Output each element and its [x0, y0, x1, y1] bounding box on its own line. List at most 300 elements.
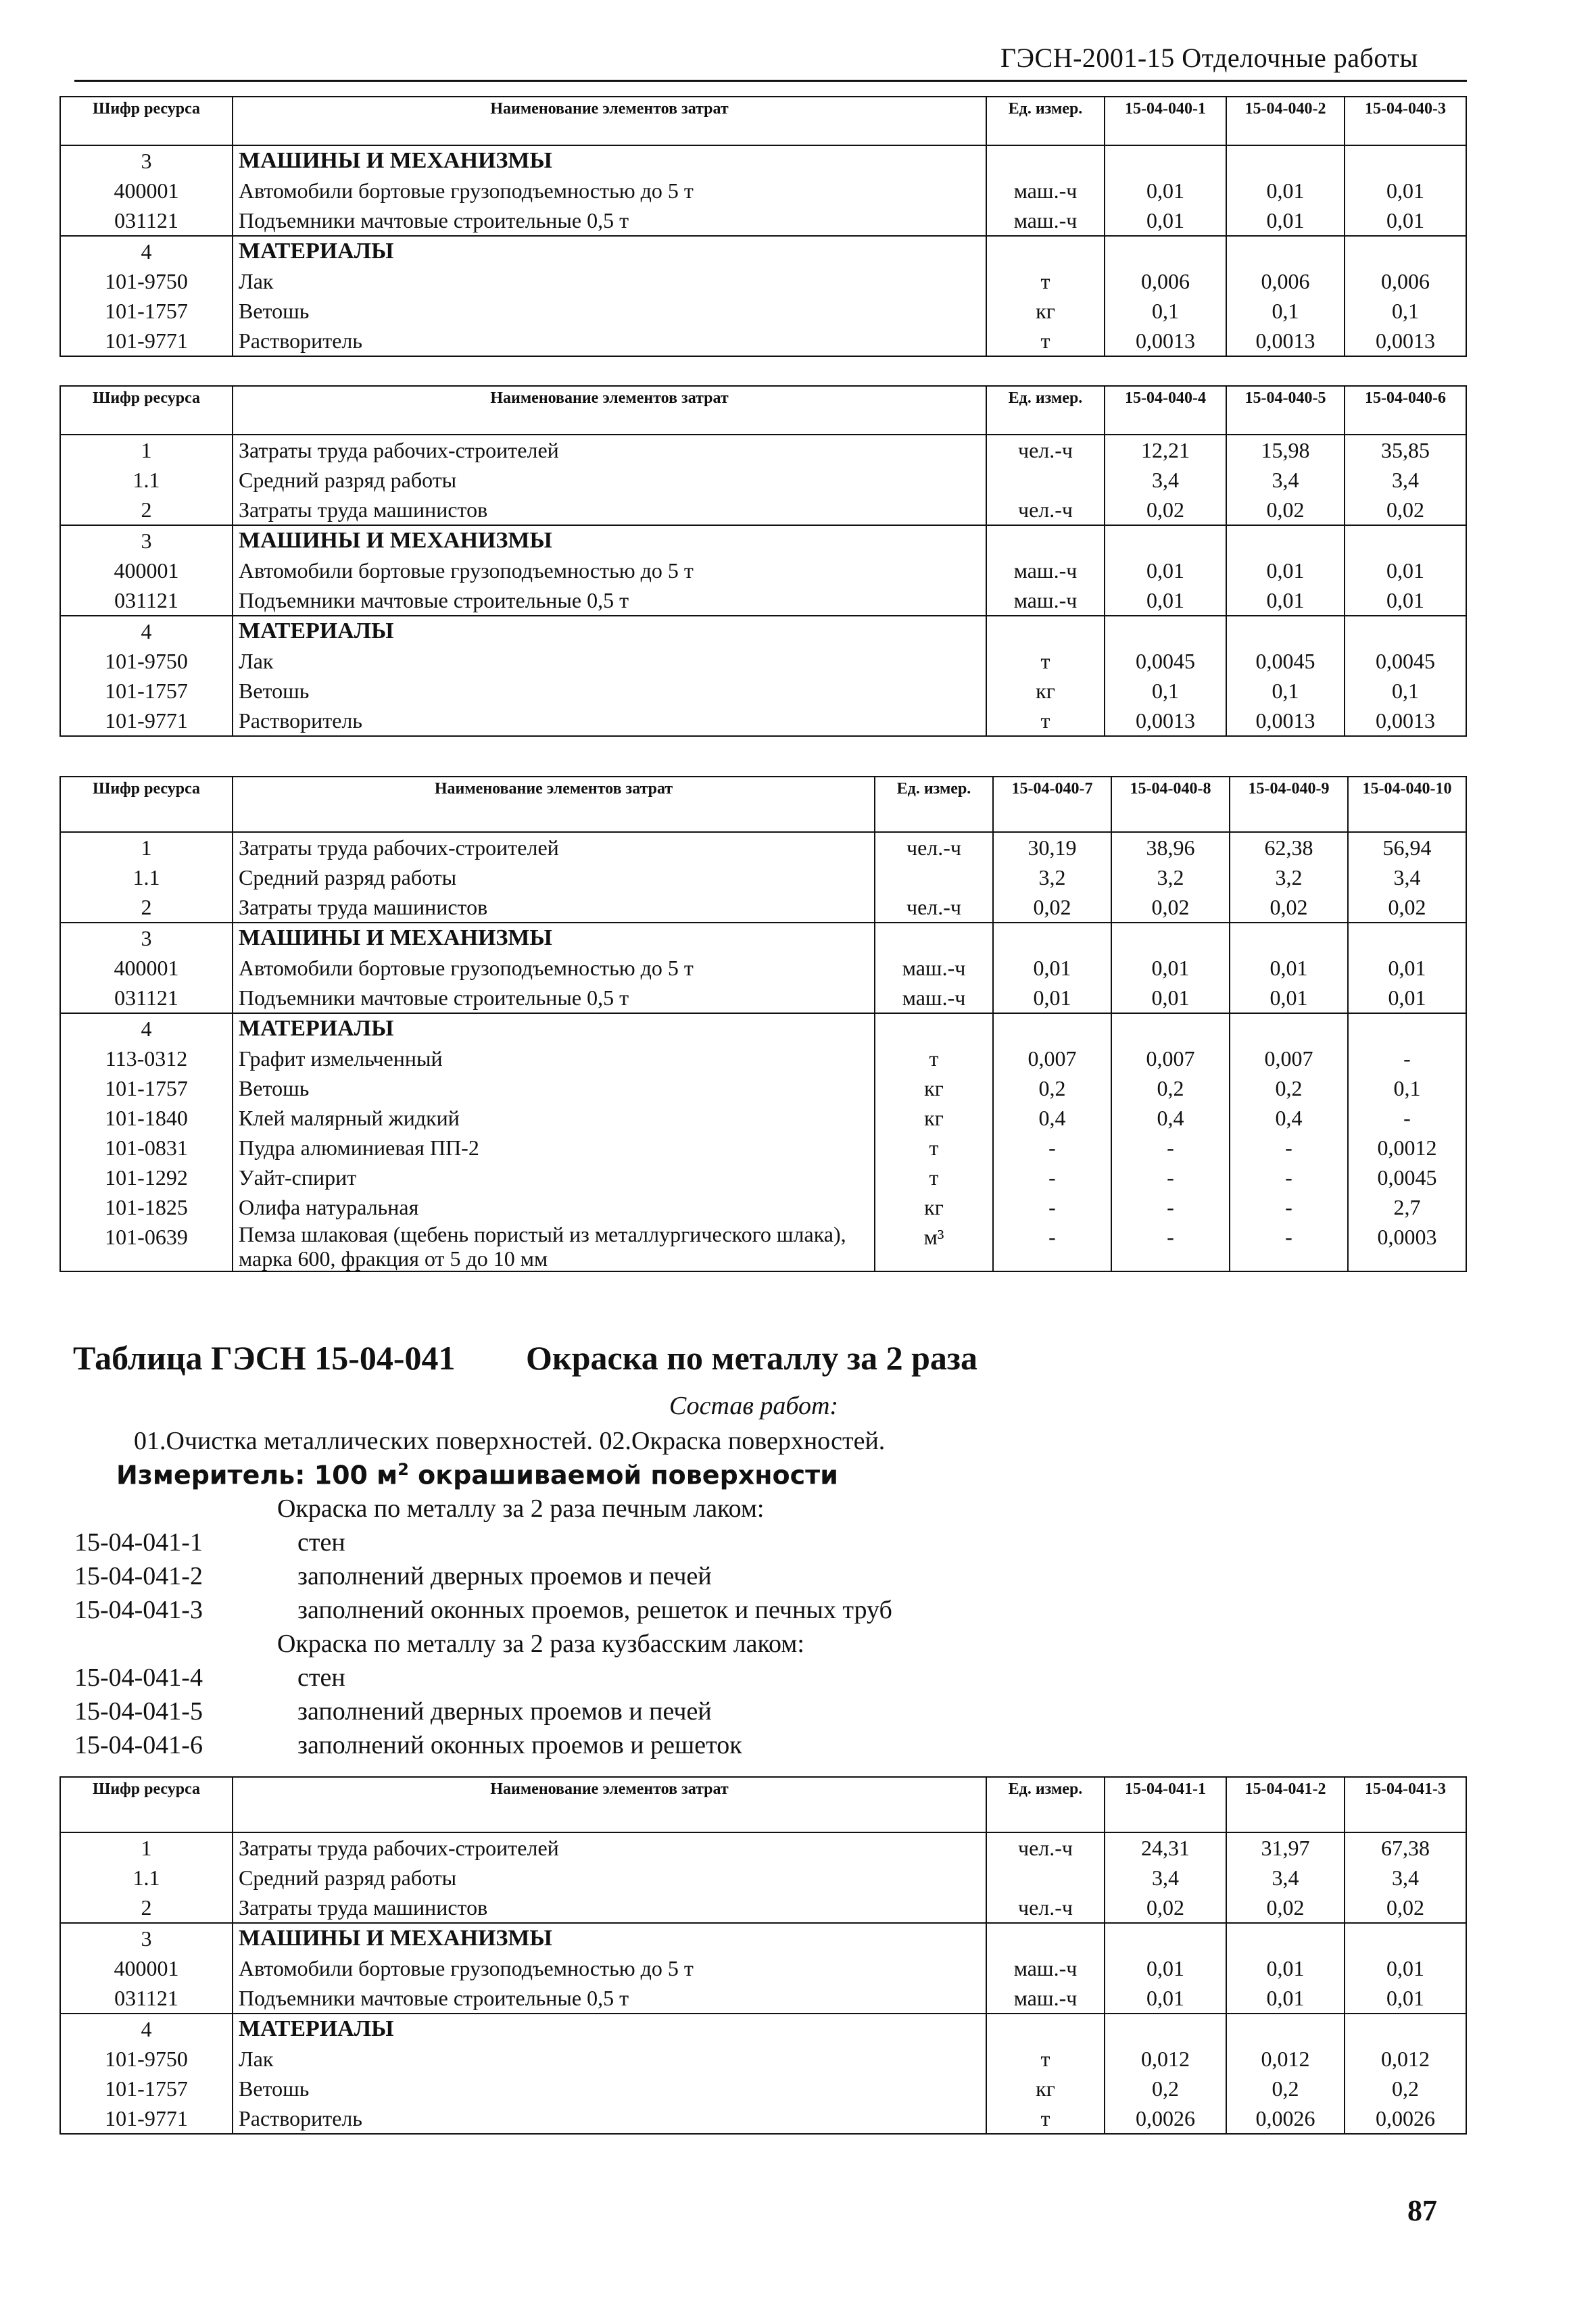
resource-name: Пудра алюминиевая ПП-2	[233, 1133, 875, 1163]
resource-name: Подъемники мачтовые строительные 0,5 т	[233, 585, 986, 616]
resource-value: 0,0045	[1226, 646, 1345, 676]
resource-code: 3	[60, 923, 233, 953]
resource-name: МАШИНЫ И МЕХАНИЗМЫ	[233, 525, 986, 556]
resource-value: 0,02	[1345, 1893, 1466, 1923]
resource-code: 400001	[60, 176, 233, 205]
variant-code: 15-04-041-2	[74, 1562, 203, 1590]
resource-name: Автомобили бортовые грузоподъемностью до 5 т	[233, 176, 986, 205]
resource-value: 0,1	[1226, 296, 1345, 326]
resource-value: -	[1230, 1133, 1348, 1163]
resource-value: 0,02	[1105, 1893, 1226, 1923]
resource-unit	[986, 525, 1105, 556]
resource-value: 0,007	[1230, 1044, 1348, 1073]
table-row	[60, 145, 1466, 176]
resource-name: Ветошь	[233, 296, 986, 326]
table-row	[60, 495, 1466, 525]
resource-value	[1226, 2014, 1345, 2044]
resource-value: 0,2	[1226, 2074, 1345, 2103]
table-row	[60, 556, 1466, 585]
col-name-header: Наименование элементов затрат	[233, 97, 986, 145]
resource-name: Затраты труда машинистов	[233, 495, 986, 525]
col-unit-header: Ед. измер.	[875, 777, 993, 832]
col-variant-header: 15-04-040-9	[1230, 777, 1348, 832]
resource-unit: чел.-ч	[986, 435, 1105, 465]
resource-unit: чел.-ч	[875, 892, 993, 923]
page-number: 87	[1407, 2194, 1437, 2227]
resource-code: 101-1825	[60, 1192, 233, 1222]
resource-value: 0,01	[1226, 585, 1345, 616]
table-title	[73, 1338, 978, 1378]
table-row	[60, 2014, 1466, 2044]
resource-code: 3	[60, 1923, 233, 1953]
resource-value: 62,38	[1230, 832, 1348, 862]
resource-value: 0,01	[1345, 205, 1466, 236]
table-row	[60, 953, 1466, 983]
resource-name: Лак	[233, 2044, 986, 2074]
resource-value: 0,01	[1105, 585, 1226, 616]
resource-value: 56,94	[1348, 832, 1466, 862]
resource-table-041-1-3	[59, 1776, 1467, 2135]
resource-code: 101-9771	[60, 2103, 233, 2134]
resource-unit: т	[986, 326, 1105, 356]
resource-value	[1105, 236, 1226, 266]
table-row	[60, 1863, 1466, 1893]
variant-desc: заполнений оконных проемов и решеток	[297, 1731, 742, 1759]
table-row	[60, 832, 1466, 862]
resource-code: 1.1	[60, 465, 233, 495]
col-code-header: Шифр ресурса	[60, 97, 233, 145]
table-row	[60, 1163, 1466, 1192]
resource-value: 0,1	[1345, 296, 1466, 326]
resource-value	[1105, 525, 1226, 556]
resource-unit: маш.-ч	[875, 983, 993, 1013]
resource-value	[1345, 1923, 1466, 1953]
resource-value: 3,4	[1345, 465, 1466, 495]
variant-code: 15-04-041-1	[74, 1528, 203, 1557]
table-row	[60, 1013, 1466, 1044]
resource-unit: м³	[875, 1222, 993, 1271]
table-row	[60, 1044, 1466, 1073]
resource-value: 31,97	[1226, 1832, 1345, 1863]
resource-value: -	[993, 1192, 1111, 1222]
table-row	[60, 646, 1466, 676]
resource-unit	[875, 1013, 993, 1044]
resource-unit: т	[875, 1163, 993, 1192]
resource-code: 113-0312	[60, 1044, 233, 1073]
table-row	[60, 236, 1466, 266]
resource-value: -	[993, 1133, 1111, 1163]
resource-unit	[986, 1863, 1105, 1893]
resource-name: Средний разряд работы	[233, 862, 875, 892]
col-variant-header: 15-04-040-7	[993, 777, 1111, 832]
resource-value: 0,01	[1230, 953, 1348, 983]
resource-name: МАТЕРИАЛЫ	[233, 1013, 875, 1044]
resource-unit: маш.-ч	[986, 556, 1105, 585]
table-row	[60, 1133, 1466, 1163]
resource-value: 0,01	[1348, 953, 1466, 983]
resource-value: -	[1111, 1192, 1230, 1222]
resource-value: 15,98	[1226, 435, 1345, 465]
resource-code: 101-9771	[60, 706, 233, 736]
resource-name: МАТЕРИАЛЫ	[233, 2014, 986, 2044]
resource-code: 1.1	[60, 1863, 233, 1893]
table-row	[60, 676, 1466, 706]
resource-unit	[986, 2014, 1105, 2044]
resource-value: 0,01	[1226, 1953, 1345, 1983]
resource-value: 0,1	[1226, 676, 1345, 706]
resource-value: 3,4	[1345, 1863, 1466, 1893]
table-row	[60, 2103, 1466, 2134]
resource-value: 0,1	[1105, 296, 1226, 326]
resource-unit: маш.-ч	[986, 1953, 1105, 1983]
table-row	[60, 465, 1466, 495]
resource-value: 0,01	[1345, 176, 1466, 205]
variant-desc: стен	[297, 1663, 345, 1692]
resource-name: Уайт-спирит	[233, 1163, 875, 1192]
resource-code: 3	[60, 525, 233, 556]
col-unit-header: Ед. измер.	[986, 386, 1105, 435]
resource-value: 0,0003	[1348, 1222, 1466, 1271]
col-variant-header: 15-04-040-8	[1111, 777, 1230, 832]
resource-value	[1105, 145, 1226, 176]
col-code-header: Шифр ресурса	[60, 1777, 233, 1832]
resource-value	[993, 1013, 1111, 1044]
resource-value: 0,0013	[1105, 326, 1226, 356]
resource-value: 0,2	[1105, 2074, 1226, 2103]
resource-value: 3,4	[1226, 1863, 1345, 1893]
col-variant-header: 15-04-040-6	[1345, 386, 1466, 435]
resource-unit: т	[875, 1044, 993, 1073]
resource-code: 101-1757	[60, 2074, 233, 2103]
resource-value	[1111, 923, 1230, 953]
resource-value: 0,01	[1226, 1983, 1345, 2014]
variant-desc: заполнений дверных проемов и печей	[297, 1562, 712, 1590]
resource-name: Ветошь	[233, 1073, 875, 1103]
resource-value: 0,02	[993, 892, 1111, 923]
resource-value: 0,01	[1105, 1983, 1226, 2014]
resource-code: 400001	[60, 1953, 233, 1983]
resource-value: 0,4	[1230, 1103, 1348, 1133]
resource-unit: кг	[986, 2074, 1105, 2103]
resource-value: 0,01	[1111, 983, 1230, 1013]
resource-value: 0,0013	[1105, 706, 1226, 736]
resource-value: 0,02	[1230, 892, 1348, 923]
resource-value: 30,19	[993, 832, 1111, 862]
resource-value	[1345, 525, 1466, 556]
col-variant-header: 15-04-040-3	[1345, 97, 1466, 145]
resource-value: 0,1	[1345, 676, 1466, 706]
resource-code: 101-1757	[60, 296, 233, 326]
resource-value: 0,0013	[1226, 326, 1345, 356]
resource-value: 0,0045	[1105, 646, 1226, 676]
resource-value: -	[1230, 1192, 1348, 1222]
resource-value: 0,02	[1105, 495, 1226, 525]
resource-value	[1226, 145, 1345, 176]
resource-code: 1	[60, 435, 233, 465]
table-row	[60, 1953, 1466, 1983]
resource-value: 0,01	[1111, 953, 1230, 983]
col-unit-header: Ед. измер.	[986, 1777, 1105, 1832]
resource-value: 3,4	[1226, 465, 1345, 495]
table-row	[60, 266, 1466, 296]
resource-table-040-1-3	[59, 96, 1467, 357]
resource-name: Автомобили бортовые грузоподъемностью до 5 т	[233, 556, 986, 585]
resource-value: 3,4	[1105, 465, 1226, 495]
resource-value	[1348, 923, 1466, 953]
measure-prefix: Измеритель: 100 м	[116, 1460, 398, 1490]
resource-unit	[986, 236, 1105, 266]
resource-unit	[986, 1923, 1105, 1953]
resource-name: Затраты труда рабочих-строителей	[233, 435, 986, 465]
resource-value: 0,02	[1345, 495, 1466, 525]
resource-value	[1230, 1013, 1348, 1044]
resource-name: Лак	[233, 266, 986, 296]
resource-value: 0,012	[1226, 2044, 1345, 2074]
resource-value: 0,01	[1105, 176, 1226, 205]
table-row	[60, 616, 1466, 646]
resource-value: 0,0026	[1345, 2103, 1466, 2134]
resource-unit: т	[875, 1133, 993, 1163]
resource-unit: кг	[875, 1073, 993, 1103]
resource-name: Автомобили бортовые грузоподъемностью до 5 т	[233, 953, 875, 983]
variant-desc: заполнений дверных проемов и печей	[297, 1697, 712, 1726]
resource-value: 0,4	[1111, 1103, 1230, 1133]
resource-value	[1226, 525, 1345, 556]
table-row	[60, 2074, 1466, 2103]
resource-code: 101-9750	[60, 646, 233, 676]
resource-value: -	[993, 1163, 1111, 1192]
resource-name: Олифа натуральная	[233, 1192, 875, 1222]
table-row	[60, 176, 1466, 205]
table-row	[60, 1103, 1466, 1133]
resource-value: 0,1	[1105, 676, 1226, 706]
resource-name: Затраты труда машинистов	[233, 892, 875, 923]
resource-code: 031121	[60, 1983, 233, 2014]
resource-value: -	[1230, 1222, 1348, 1271]
col-variant-header: 15-04-040-10	[1348, 777, 1466, 832]
resource-name: Подъемники мачтовые строительные 0,5 т	[233, 205, 986, 236]
resource-name: Растворитель	[233, 326, 986, 356]
table-row	[60, 2044, 1466, 2074]
resource-value: 0,1	[1348, 1073, 1466, 1103]
resource-unit	[875, 923, 993, 953]
resource-value: -	[1111, 1133, 1230, 1163]
variant-code: 15-04-041-5	[74, 1697, 203, 1726]
resource-value: 0,01	[1345, 556, 1466, 585]
table-row	[60, 892, 1466, 923]
resource-name: Растворитель	[233, 706, 986, 736]
resource-code: 101-0639	[60, 1222, 233, 1271]
resource-table-040-4-6	[59, 385, 1467, 737]
resource-unit: чел.-ч	[986, 495, 1105, 525]
group-heading-kuzbass: Окраска по металлу за 2 раза кузбасским лаком:	[277, 1630, 804, 1658]
table-row	[60, 585, 1466, 616]
resource-code: 4	[60, 1013, 233, 1044]
col-name-header: Наименование элементов затрат	[233, 777, 875, 832]
resource-name: Ветошь	[233, 2074, 986, 2103]
resource-value	[1345, 616, 1466, 646]
resource-value: 0,01	[993, 953, 1111, 983]
resource-name: Подъемники мачтовые строительные 0,5 т	[233, 1983, 986, 2014]
resource-value	[1111, 1013, 1230, 1044]
resource-code: 400001	[60, 556, 233, 585]
resource-name: Средний разряд работы	[233, 465, 986, 495]
resource-value	[1345, 145, 1466, 176]
resource-value: 0,2	[1230, 1073, 1348, 1103]
resource-value: 0,0013	[1345, 706, 1466, 736]
resource-value	[1105, 616, 1226, 646]
composition-text: 01.Очистка металлических поверхностей. 02.Окраска поверхностей.	[134, 1427, 886, 1455]
resource-value: 0,02	[1348, 892, 1466, 923]
resource-code: 3	[60, 145, 233, 176]
resource-value: 0,0045	[1348, 1163, 1466, 1192]
resource-unit: т	[986, 2103, 1105, 2134]
resource-code: 4	[60, 236, 233, 266]
resource-unit	[875, 862, 993, 892]
resource-code: 2	[60, 1893, 233, 1923]
resource-code: 101-9750	[60, 2044, 233, 2074]
table-row	[60, 1983, 1466, 2014]
resource-value	[1226, 236, 1345, 266]
resource-value: 0,02	[1111, 892, 1230, 923]
resource-code: 101-1292	[60, 1163, 233, 1192]
table-row	[60, 205, 1466, 236]
resource-value: -	[1111, 1222, 1230, 1271]
resource-code: 101-9771	[60, 326, 233, 356]
resource-value: 0,012	[1345, 2044, 1466, 2074]
table-row	[60, 296, 1466, 326]
header-rule	[74, 80, 1467, 82]
table-row	[60, 525, 1466, 556]
resource-value: 3,4	[1105, 1863, 1226, 1893]
variant-code: 15-04-041-3	[74, 1596, 203, 1624]
resource-unit: маш.-ч	[986, 176, 1105, 205]
resource-code: 1	[60, 1832, 233, 1863]
resource-value: 0,012	[1105, 2044, 1226, 2074]
resource-value: -	[993, 1222, 1111, 1271]
resource-unit	[986, 145, 1105, 176]
table-row	[60, 862, 1466, 892]
resource-value	[993, 923, 1111, 953]
col-variant-header: 15-04-040-2	[1226, 97, 1345, 145]
table-row	[60, 923, 1466, 953]
col-variant-header: 15-04-040-4	[1105, 386, 1226, 435]
resource-value	[1226, 1923, 1345, 1953]
table-row	[60, 706, 1466, 736]
resource-value: 0,007	[1111, 1044, 1230, 1073]
resource-code: 101-0831	[60, 1133, 233, 1163]
variant-desc: заполнений оконных проемов, решеток и печных труб	[297, 1596, 892, 1624]
composition-heading: Состав работ:	[669, 1392, 839, 1420]
table-row	[60, 1832, 1466, 1863]
resource-code: 1	[60, 832, 233, 862]
measure-sup: 2	[397, 1460, 409, 1479]
resource-unit: кг	[986, 676, 1105, 706]
resource-value	[1226, 616, 1345, 646]
resource-value	[1105, 1923, 1226, 1953]
resource-name: Затраты труда рабочих-строителей	[233, 1832, 986, 1863]
resource-name: МАШИНЫ И МЕХАНИЗМЫ	[233, 145, 986, 176]
resource-value	[1230, 923, 1348, 953]
resource-value: 3,2	[1111, 862, 1230, 892]
resource-unit: маш.-ч	[986, 1983, 1105, 2014]
resource-value: 12,21	[1105, 435, 1226, 465]
table-name: Окраска по металлу за 2 раза	[526, 1339, 978, 1377]
resource-unit: чел.-ч	[986, 1893, 1105, 1923]
resource-value: 67,38	[1345, 1832, 1466, 1863]
resource-value: -	[1348, 1103, 1466, 1133]
variant-code: 15-04-041-4	[74, 1663, 203, 1692]
resource-unit: кг	[986, 296, 1105, 326]
group-heading-pech: Окраска по металлу за 2 раза печным лаком:	[277, 1494, 765, 1523]
table-row	[60, 1923, 1466, 1953]
resource-code: 1.1	[60, 862, 233, 892]
resource-code: 101-9750	[60, 266, 233, 296]
resource-unit: маш.-ч	[986, 585, 1105, 616]
resource-code: 400001	[60, 953, 233, 983]
resource-unit	[986, 616, 1105, 646]
resource-value	[1345, 2014, 1466, 2044]
resource-value: 0,4	[993, 1103, 1111, 1133]
resource-value: 0,006	[1345, 266, 1466, 296]
resource-value: 0,02	[1226, 495, 1345, 525]
resource-value: 0,01	[1105, 556, 1226, 585]
col-name-header: Наименование элементов затрат	[233, 1777, 986, 1832]
table-row	[60, 1073, 1466, 1103]
resource-unit: т	[986, 2044, 1105, 2074]
variant-desc: стен	[297, 1528, 345, 1557]
table-code: Таблица ГЭСН 15-04-041	[73, 1339, 456, 1377]
col-name-header: Наименование элементов затрат	[233, 386, 986, 435]
resource-value	[1348, 1013, 1466, 1044]
resource-unit	[986, 465, 1105, 495]
table-row	[60, 983, 1466, 1013]
resource-value: 0,006	[1105, 266, 1226, 296]
resource-value: -	[1348, 1044, 1466, 1073]
resource-code: 4	[60, 616, 233, 646]
resource-name: МАШИНЫ И МЕХАНИЗМЫ	[233, 923, 875, 953]
resource-value: 24,31	[1105, 1832, 1226, 1863]
resource-name: Графит измельченный	[233, 1044, 875, 1073]
resource-value: -	[1230, 1163, 1348, 1192]
resource-table-040-7-10	[59, 776, 1467, 1272]
col-code-header: Шифр ресурса	[60, 386, 233, 435]
resource-code: 101-1757	[60, 676, 233, 706]
table-row	[60, 1893, 1466, 1923]
resource-name: Пемза шлаковая (щебень пористый из металлургического шлака), марка 600, фракция от 5 до 10 мм	[233, 1222, 875, 1271]
resource-value: 0,007	[993, 1044, 1111, 1073]
resource-value: 0,0045	[1345, 646, 1466, 676]
resource-unit: т	[986, 266, 1105, 296]
resource-code: 031121	[60, 983, 233, 1013]
resource-unit: т	[986, 706, 1105, 736]
resource-value: 0,01	[1345, 1953, 1466, 1983]
col-variant-header: 15-04-040-5	[1226, 386, 1345, 435]
resource-unit: чел.-ч	[875, 832, 993, 862]
resource-code: 031121	[60, 205, 233, 236]
col-variant-header: 15-04-041-1	[1105, 1777, 1226, 1832]
resource-value: 0,01	[1345, 1983, 1466, 2014]
resource-name: Автомобили бортовые грузоподъемностью до 5 т	[233, 1953, 986, 1983]
resource-value	[1105, 2014, 1226, 2044]
table-row	[60, 435, 1466, 465]
running-header: ГЭСН-2001-15 Отделочные работы	[1000, 43, 1418, 73]
resource-name: Клей малярный жидкий	[233, 1103, 875, 1133]
resource-name: Растворитель	[233, 2103, 986, 2134]
resource-value: 0,0026	[1226, 2103, 1345, 2134]
resource-value: 0,0026	[1105, 2103, 1226, 2134]
resource-unit: т	[986, 646, 1105, 676]
